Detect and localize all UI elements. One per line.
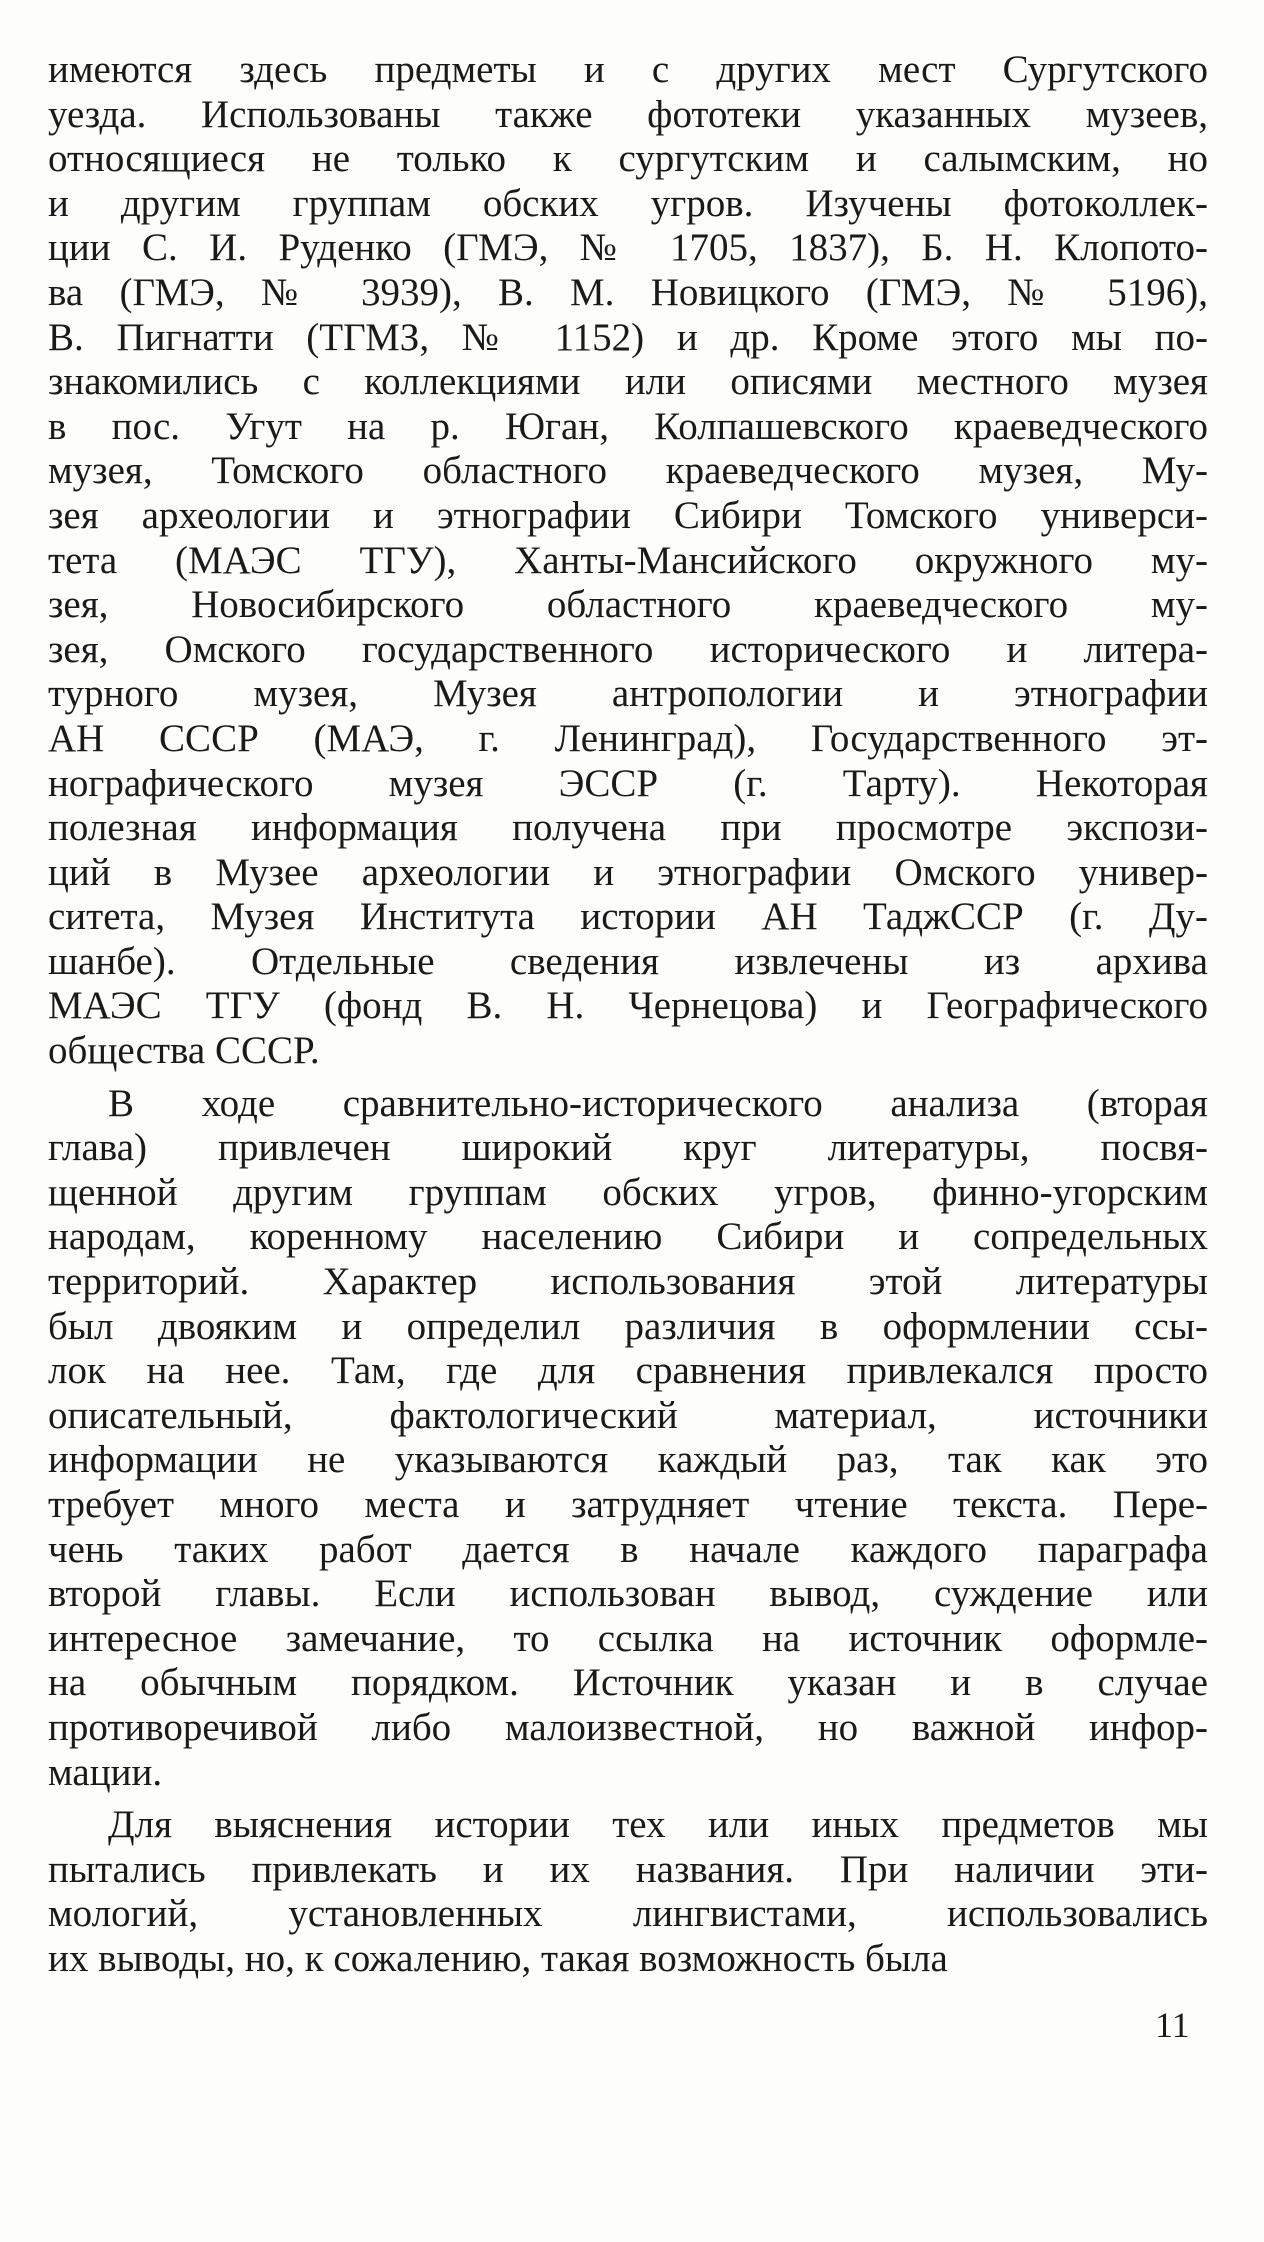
text-line: турного музея, Музея антропологии и этнографии [48,672,1208,716]
paragraph [48,1803,1208,1981]
text-line: в пос. Угут на р. Юган, Колпашевского краеведческого [48,404,1208,448]
text-line: МАЭС ТГУ (фонд В. Н. Чернецова) и Географического [48,984,1208,1028]
paragraph-gap [48,1795,1208,1803]
text-line: глава) привлечен широкий круг литературы, посвя- [48,1126,1208,1170]
text-line: ций в Музее археологии и этнографии Омского универ- [48,850,1208,894]
text-line: щенной другим группам обских угров, финно-угорским [48,1170,1208,1214]
text-line: зея, Омского государственного исторического и литера- [48,627,1208,671]
text-line: описательный, фактологический материал, источники [48,1393,1208,1437]
text-line: информации не указываются каждый раз, так как это [48,1438,1208,1482]
text-line: зея археологии и этнографии Сибири Томского универси- [48,493,1208,537]
paragraph [48,1082,1208,1796]
text-line: территорий. Характер использования этой литературы [48,1260,1208,1304]
text-line: имеются здесь предметы и с других мест Сургутского [48,48,1208,91]
text-line: полезная информация получена при просмотре экспози- [48,806,1208,850]
text-line: музея, Томского областного краеведческого музея, Му- [48,449,1208,493]
text-line: В ходе сравнительно-исторического анализа (вторая [108,1081,1208,1125]
text-line: шанбе). Отдельные сведения извлечены из архива [48,939,1208,983]
text-line: ции С. И. Руденко (ГМЭ, № 1705, 1837), Б. Н. Клопото- [48,226,1208,270]
text-line: второй главы. Если использован вывод, суждение или [48,1572,1208,1616]
body-text [48,48,1208,1982]
text-line: В. Пигнатти (ТГМЗ, № 1152) и др. Кроме этого мы по- [48,315,1208,359]
text-line: зея, Новосибирского областного краеведческого му- [48,583,1208,627]
text-line: ситета, Музея Института истории АН ТаджССР (г. Ду- [48,895,1208,939]
paragraph-gap [48,1074,1208,1082]
text-line: нографического музея ЭССР (г. Тарту). Некоторая [48,761,1208,805]
text-line: на обычным порядком. Источник указан и в случае [48,1661,1208,1705]
text-line: тета (МАЭС ТГУ), Ханты-Мансийского окружного му- [48,538,1208,582]
text-line: АН СССР (МАЭ, г. Ленинград), Государственного эт- [48,716,1208,760]
text-line: народам, коренному населению Сибири и сопредельных [48,1215,1208,1259]
text-line: Для выяснения истории тех или иных предметов мы [108,1803,1208,1847]
page-number: 11 [1155,2005,1190,2045]
text-line: уезда. Использованы также фототеки указанных музеев, [48,92,1208,136]
text-line: интересное замечание, то ссылка на источник оформле- [48,1616,1208,1660]
text-line: мологий, установленных лингвистами, использовались [48,1892,1208,1936]
text-line: знакомились с коллекциями или описями местного музея [48,360,1208,404]
text-line: пытались привлекать и их названия. При наличии эти- [48,1847,1208,1891]
text-line: требует много места и затрудняет чтение текста. Пере- [48,1483,1208,1526]
text-line: мации. [48,1750,163,1794]
text-line: был двояким и определил различия в оформлении ссы- [48,1304,1208,1348]
text-line: общества СССР. [48,1029,320,1073]
paragraph [48,48,1208,1074]
text-line: их выводы, но, к сожалению, такая возможность была [48,1936,948,1980]
text-line: и другим группам обских угров. Изучены фотоколлек- [48,181,1208,225]
text-line: относящиеся не только к сургутским и салымским, но [48,137,1208,181]
text-line: чень таких работ дается в начале каждого параграфа [48,1527,1208,1571]
text-line: лок на нее. Там, где для сравнения привлекался просто [48,1349,1208,1393]
text-line: ва (ГМЭ, № 3939), В. М. Новицкого (ГМЭ, № 5196), [48,270,1208,314]
text-line: противоречивой либо малоизвестной, но важной инфор- [48,1705,1208,1749]
